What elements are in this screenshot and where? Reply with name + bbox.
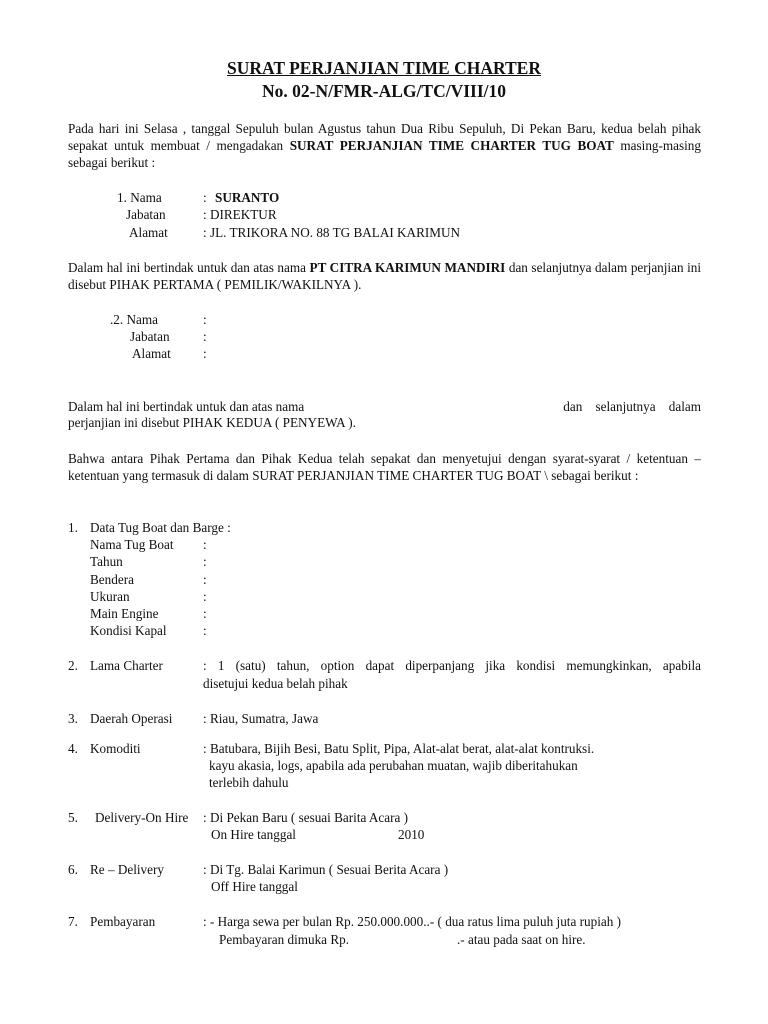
item2-line2: disetujui kedua belah pihak — [203, 676, 348, 691]
item6-number: 6. — [68, 862, 78, 877]
party1-company-name: PT CITRA KARIMUN MANDIRI — [309, 260, 506, 275]
item7-number: 7. — [68, 914, 78, 929]
item7-line2-left: Pembayaran dimuka Rp. — [219, 932, 350, 947]
item5-line1: : Di Pekan Baru ( sesuai Barita Acara ) — [203, 810, 409, 825]
agreement-paragraph: Bahwa antara Pihak Pertama dan Pihak Kedua telah sepakat dan menyetujui dengan syarat-syarat / ketentuan – ketentuan yang termasuk di dalam SURAT PERJANJIAN TIME CHARTER TUG BOAT \ sebagai berikut : — [68, 451, 701, 483]
intro-text-2: masing-masing sebagai berikut : — [68, 138, 701, 170]
item7-label: Pembayaran — [90, 914, 156, 929]
item1-field-bendera: Bendera — [90, 572, 134, 587]
item7-line2-right: .- atau pada saat on hire. — [457, 932, 586, 947]
item1-number: 1. — [68, 520, 78, 535]
item1-field-nama-tug-boat: Nama Tug Boat — [90, 537, 174, 552]
item2-line1: : 1 (satu) tahun, option dapat diperpanjang jika kondisi memungkinkan, apabila — [203, 658, 701, 673]
party1-nama-sep: : — [203, 190, 207, 205]
party1-alamat-value: : JL. TRIKORA NO. 88 TG BALAI KARIMUN — [203, 225, 461, 240]
item1-heading: Data Tug Boat dan Barge : — [90, 520, 231, 535]
item7-line1: : - Harga sewa per bulan Rp. 250.000.000..- ( dua ratus lima puluh juta rupiah ) — [203, 914, 621, 929]
item4-line2: kayu akasia, logs, apabila ada perubahan muatan, wajib diberitahukan — [209, 758, 578, 773]
item1-sep-3: : — [203, 572, 207, 587]
item1-field-kondisi-kapal: Kondisi Kapal — [90, 623, 167, 638]
intro-text-1: Pada hari ini Selasa , tanggal Sepuluh bulan Agustus tahun Dua Ribu Sepuluh, Di Pekan Baru, kedua belah pihak sepakat untuk membuat / mengadakan — [68, 121, 701, 153]
party1-jabatan-label: Jabatan — [126, 207, 166, 222]
party2-jabatan-sep: : — [203, 329, 207, 344]
party2-nama-label: .2. Nama — [110, 312, 158, 327]
party2-nama-sep: : — [203, 312, 207, 327]
intro-paragraph — [68, 120, 701, 171]
party2-desc-line1-right: dan selanjutnya dalam — [563, 399, 701, 414]
item1-sep-4: : — [203, 589, 207, 604]
item1-sep-1: : — [203, 537, 207, 552]
item5-label: Delivery-On Hire — [95, 810, 189, 825]
item6-label: Re – Delivery — [90, 862, 164, 877]
intro-bold-text: SURAT PERJANJIAN TIME CHARTER TUG BOAT — [289, 138, 614, 153]
item1-field-tahun: Tahun — [90, 554, 123, 569]
item1-field-main-engine: Main Engine — [90, 606, 159, 621]
party2-alamat-label: Alamat — [132, 346, 171, 361]
party2-jabatan-label: Jabatan — [130, 329, 170, 344]
party2-alamat-sep: : — [203, 346, 207, 361]
party2-desc-line2: perjanjian ini disebut PIHAK KEDUA ( PENYEWA ). — [68, 415, 356, 430]
item1-field-ukuran: Ukuran — [90, 589, 130, 604]
item4-line1: : Batubara, Bijih Besi, Batu Split, Pipa, Alat-alat berat, alat-alat kontruksi. — [203, 741, 595, 756]
item3-label: Daerah Operasi — [90, 711, 173, 726]
document-number: No. 02-N/FMR-ALG/TC/VIII/10 — [261, 81, 507, 101]
item5-year: 2010 — [398, 827, 425, 842]
document-title: SURAT PERJANJIAN TIME CHARTER — [227, 58, 541, 78]
item4-line3: terlebih dahulu — [209, 775, 289, 790]
party1-nama-label: 1. Nama — [117, 190, 162, 205]
item3-value: : Riau, Sumatra, Jawa — [203, 711, 319, 726]
party1-jabatan-value: : DIREKTUR — [203, 207, 277, 222]
item6-line2: Off Hire tanggal — [211, 879, 298, 894]
item5-number: 5. — [68, 810, 78, 825]
item3-number: 3. — [68, 711, 78, 726]
item2-number: 2. — [68, 658, 78, 673]
party1-desc-text-1: Dalam hal ini bertindak untuk dan atas nama — [68, 260, 310, 275]
item1-sep-5: : — [203, 606, 207, 621]
party1-alamat-label: Alamat — [129, 225, 168, 240]
item4-label: Komoditi — [90, 741, 141, 756]
item4-number: 4. — [68, 741, 78, 756]
item2-label: Lama Charter — [90, 658, 163, 673]
party1-description — [68, 259, 701, 293]
item6-line1: : Di Tg. Balai Karimun ( Sesuai Berita Acara ) — [203, 862, 449, 877]
item1-sep-2: : — [203, 554, 207, 569]
party1-nama-value: SURANTO — [215, 190, 280, 205]
party2-desc-line1-left: Dalam hal ini bertindak untuk dan atas nama — [68, 399, 305, 414]
item5-line2: On Hire tanggal — [211, 827, 296, 842]
party1-desc-text-2: dan selanjutnya dalam perjanjian ini disebut PIHAK PERTAMA ( PEMILIK/WAKILNYA ). — [68, 260, 702, 292]
item1-sep-6: : — [203, 623, 207, 638]
